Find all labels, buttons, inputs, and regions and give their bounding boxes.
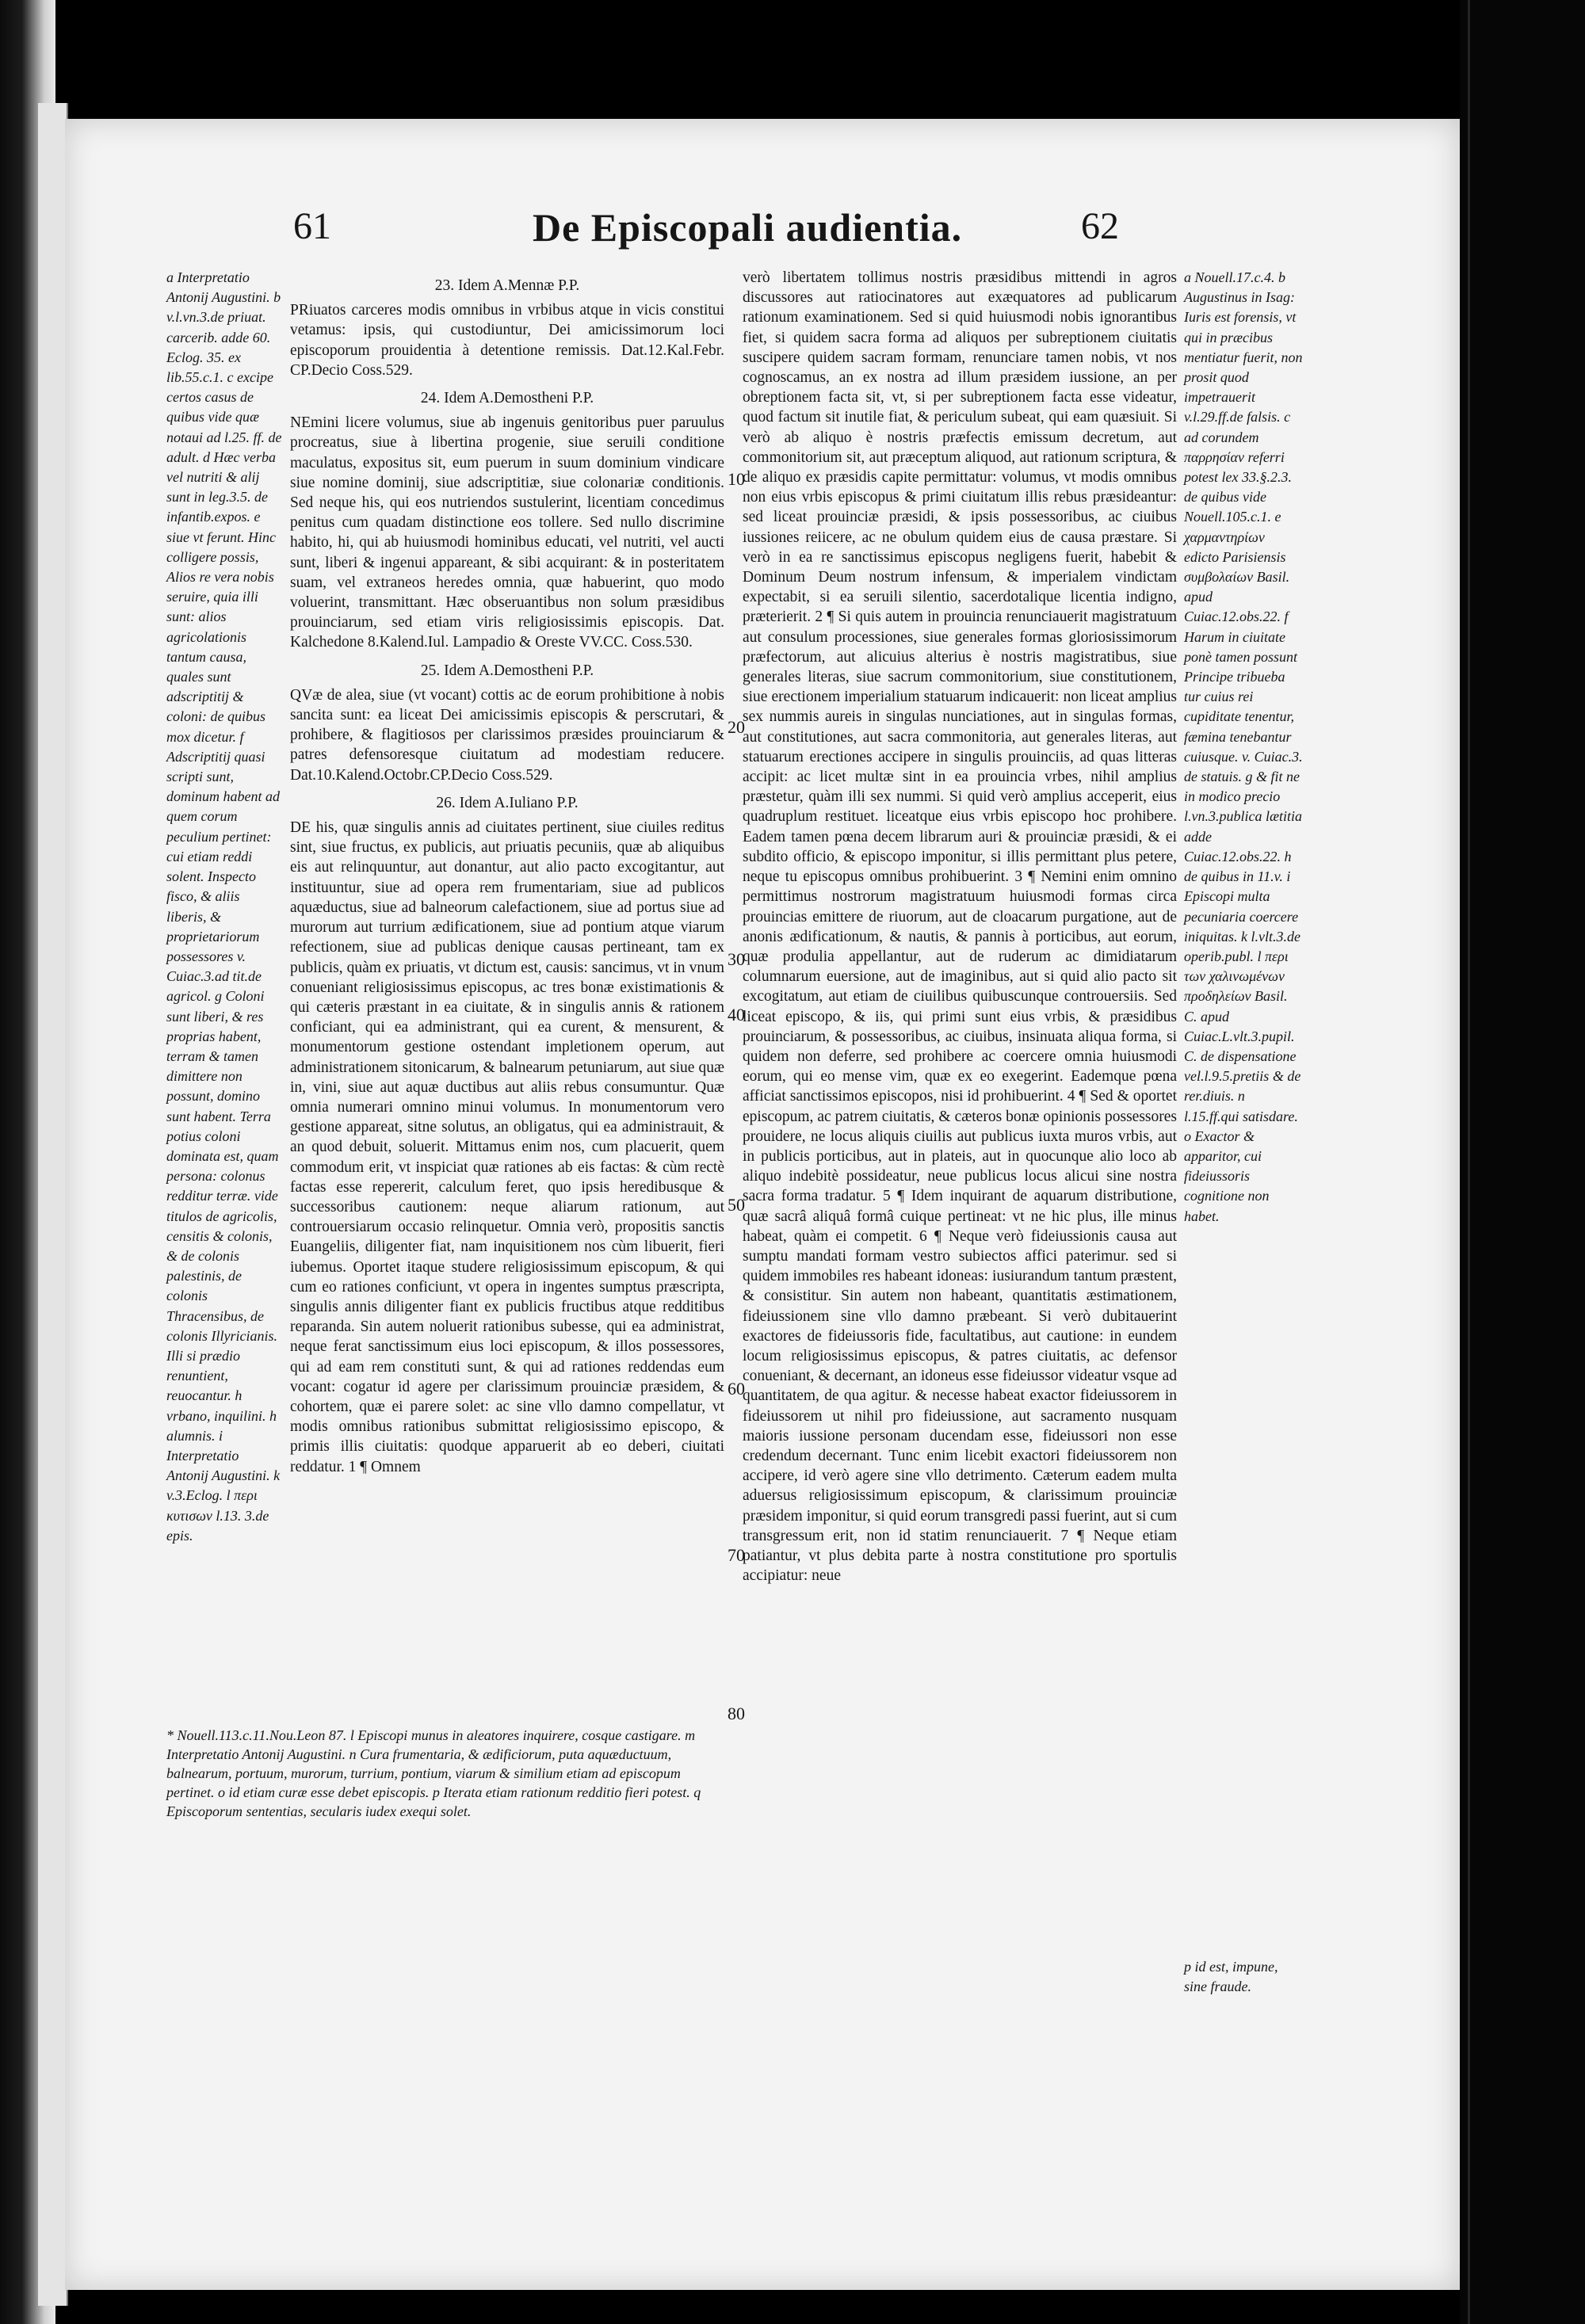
law-23-text: PRiuatos carceres modis omnibus in vrbibus atque in vicis constitui vetamus: ipsis, qui custodiuntur, Dei amicissimorum loci episcoporum prouidentia à detentione remissis. Dat.12.Kal.Febr. CP.Decio Coss.529. [290,302,724,379]
footnotes-text: * Nouell.113.c.11.Nou.Leon 87. l Episcopi munus in aleatores inquirere, cosque castigare. m Interpretatio Antonij Augustini. n Cura frumentaria, & ædificiorum, puta aquæductuum, balnearum, portuum, murorum, turrium, pontium, viarum & similium etiam ad episcopum pertinet. o id etiam curæ esse debet episcopis. p Iterata etiam rationum redditio fieri potest. q Episcoporum sententias, secularis iudex exequi solet. [166,1727,701,1819]
running-title: De Episcopali audientia. [533,205,963,250]
text-column-left [290,268,724,1477]
law-24-heading: 24. Idem A.Demostheni P.P. [420,390,594,407]
right-column-text: verò libertatem tollimus nostris præsidibus mittendi in agros discussores aut ratiocinatores aut exæquatores ad publicarum rationum examinationem. Sed si quid huiusmodi nobis ignorantibus fiet, si quidem sacra forma ad aliquos per subreptionem ciuitatis suscipere quidem sacram formam, renunciare tamen nobis, vt nos cognoscamus, an ex nostra ad illum præsidem iussione, an per obreptionem facta sit, vt, si per subreptionem facta esse videatur, quod factum sit inutile fiat, & periculum subeat, qui eam quæsiuit. Si verò ab aliquo è nostris præfectis emissum decretum, aut commonitorium sit, aut præceptum aliquod, aut rationum scriptura, & de aliquo ex præsidis capite permittatur: volumus, vt modis omnibus non eius vrbis episcopus & primi ciuitatum illis rebus præsideantur: sed liceat prouinciæ præsidi, & ipsis possessoribus, ac ciuibus iussiones reiicere, ac ne obulum quidem eius de causa præstare. Si verò in ea re sanctissimus episcopus negligens fuerit, habebit & Dominum Deum nostrum infensum, & imperialem vindictam expectabit, si ea seruili silentio, sacerdotalique licentia indigno, præterierit. 2 ¶ Si quis autem in prouincia renunciauerit magistratuum aut consulum processiones, siue generales formas gloriosissimorum præfectorum, aut alicuius alterius è nostris magistratibus, siue generales literas, siue sacrum commonitorium, siue constitutionem, siue erectionem imperialium statuarum indicauerit: non liceat amplius sex nummis aureis in singulas nunciationes, aut in singulas formas, aut constitutiones, aut sacra commonitoria, aut generales literas, aut statuarum erectiones accipere in singulis prouinciis, ad quas litteras accipit: ac licet multæ sint in ea prouincia vrbes, nihil amplius præstetur, quàm illi sex nummi. Si quid verò amplius acceperit, eius quadruplum restituet. liceatque eius vrbis episcopo hoc prohibere. Eadem tamen pœna decem librarum auri & prouinciæ præsidi, & ei subdito officio, & episcopo imponitur, si illis permittant plus petere, neque tu episcopus omnibus prohibuerint. 3 ¶ Nemini enim omnino permittimus nostrorum magistratuum huiusmodi formas circa prouincias emittere de riuorum, aut de cloacarum purgatione, aut de anonis ædificationum, & nautis, & pannis à porticibus, aut eorum, quæ produlia appellantur, aut de ruderum ac dimidiatarum columnarum euersione, aut de imaginibus, aut si quid alio pacto sit excogitatum, aut etiam de ciuilibus quibuscunque controuersiis. Sed liceat episcopo, & iis, qui primi sunt eius vrbis, & præsidibus prouinciarum, & possessoribus, ac ciuibus, insinuata aliqua forma, si quidem non deferre, sed prohibere ac coercere omnia huiusmodi eorum, qui eo mense vim, quæ ex eo exegerint. Eademque pœna afficiat sanctissimos episcopos, nisi id prohibuerint. 4 ¶ Sed & oportet episcopum, ac patrem ciuitatis, & cæteros bonæ opinionis possessores prouidere, ne locus aliquis ciuilis aut publicus iuxta muros vrbis, aut in publicis porticibus, aut in plateis, aut in quocunque alio loco ab aliquo indebitè possideatur, neue publicus locus alicui sine nostra sacra forma tradatur. 5 ¶ Idem inquirant de aquarum distributione, quæ sacrâ aliquâ formâ cuique pertineat: vt ne hic plus, ille minus habeat, quàm ei competit. 6 ¶ Neque verò fideiussionis causa aut sumptu mandati formam vestro subiectos affici paterimur. sed si quidem immobiles res habeant idoneas: iusiurandum tantum præstent, & consistitur. Sin autem non habeant, quantitatis æstimationem, fideiussionem sine vllo damno præbeant. Si verò dubitauerint exactores de fideiussoris fide, facultatibus, aut cautione: in eundem locum religiosissimus episcopus, & patres ciuitatis, ac defensor conueniant, & decernant, an idoneus esse fideiussor videatur vsque ad quantitatem, de qua agitur. & necesse habeat exactor fideiussorem in fideiussorem ut nihil pro fideiussione, aut sacramento nusquam maioris iussione personam ducendam esse, fideiussori non esse credendum decernant. Tunc enim licebit exactori fideiussorem non accipere, id verò agere sine vllo detrimento. Cæterum eadem multa aduersus religiosissimum episcopum, & clarissimum prouinciæ præsidem imponitur, si quid eorum transgredi passi fuerint, aut si cum transgressum erit, non id statim renunciauerit. 7 ¶ Neque etiam patiantur, vt plus debita parte à nostra constitutione pro sportulis accipiatur: neue [743,269,1177,1585]
line-number-10: 10 [728,469,745,489]
line-number-40: 40 [728,1005,745,1025]
running-header [65,204,1460,260]
law-24-text: NEmini licere volumus, siue ab ingenuis genitoribus puer paruulus procreatus, siue à libertina progenie, siue seruili conditione maculatus, expositus sit, eum puerum in suum dominium vindicare siue nomine dominij, siue adscriptitiæ, siue colonariæ conditionis. Sed neque his, qui eos nutriendos sustulerint, licentiam concedimus penitus cum quadam distinctione eos tollere. Sed nullo discrimine habito, hi, qui ab huiusmodi hominibus educati, vel nutriti, vel aucti sunt, liberi & ingenui appareant, & sibi acquirant: & in posteritatem suam, vel extraneos heredes omnia, quæ habuerint, quo modo voluerint, transmittant. Hæc obseruantibus non solum præsidibus prouinciarum, sed etiam viris religiosissimis episcopis. Dat. Kalchedone 8.Kalend.Iul. Lampadio & Oreste VV.CC. Coss.530. [290,414,724,651]
line-number-80: 80 [728,1704,745,1723]
law-25-text: QVæ de alea, siue (vt vocant) cottis ac de eorum prohibitione à nobis sancita sunt: ea liceat Dei amicissimis episcopis & perscrutari, & prohibere, & flagitiosos per clarissimos præsides prouinciarum & patres defensoresque ciuitatum ad modestiam reducere. Dat.10.Kalend.Octobr.CP.Decio Coss.529. [290,686,724,784]
line-number-60: 60 [728,1379,745,1399]
right-bottom-notes-text: p id est, impune, sine fraude. [1184,1959,1278,1995]
left-margin-notes [166,268,282,1546]
law-26-text: DE his, quæ singulis annis ad ciuitates pertinent, siue ciuiles reditus sint, siue fructus, ex publicis, aut priuatis pecuniis, quæ ab aliquibus eis aut relinquuntur, aut donantur, aut alio pacto excogitantur, aut instituuntur, siue ad opera rem frumentariam, siue ad publicos aquæductus, siue ad balneorum calefactionem, siue ad portus siue ad murorum aut turrium ædificationem, siue ad pontium atque viarum refectionem, siue ad publicas denique causas pertineant, tam ex publicis, quàm ex priuatis, vt dictum est, causis: sancimus, vt in vnum conueniant religiosissimus episcopus, ac tres bonæ existimationis & qui cæteris præstant in ea ciuitate, & in singulis annis & rationem conficiant, qui ea administrant, qui ea curent, & mensurent, & monumentorum gestione ostendant impletionem operum, aut administrationem sitonicarum, & balnearum petuniarum, aut siue quæ in, vini, siue aut aquæ ductibus aut aliis rebus consumuntur. Quæ omnia numerari omnino minui volumus. In monumentorum vero gestione appareat, sitne solutus, an obligatus, qui ea administrauit, & an quod debuit, soluerit. Mittamus enim nos, cum placuerit, quem commodum erit, vt inspiciat quæ rationes ab eis factas: & cùm rectè factas esse repererit, calculum feret, quo ipsis heredibusque & successoribus cautionem: neque aliarum rationum, aut controuersiarum occasio relinquetur. Omnia verò, propositis sanctis Euangeliis, diligenter fiat, nam inquisitionem nos cùm libuerit, fieri iubemus. Oportet itaque studere religiosissimum episcopum, & qui cum eo rationes conficiunt, vt opera in ingentes sumptus præscripta, singulis annis diligenter fiant ex publicis fructibus atque redditibus reparanda. Sin autem noluerit rationibus subesse, qui ea administrat, neque ferat sanctissimum eius loci episcopum, & illos possessores, qui ad eam rem constituti sunt, & qui ad rationes reddendas eum vocant: cogatur id agere per clarissimum prouinciæ præsidem, & cohortem, quæ ei parere solet: ac sine vllo damno compellatur, vt modis omnibus rationibus submittat religiosissimo episcopo, & primis illis ciuitatis: quodque apparuerit ab eo deberi, ciuitati reddatur. 1 ¶ Omnem [290,819,724,1475]
law-26-heading: 26. Idem A.Iuliano P.P. [436,794,579,811]
page-number-left: 61 [293,205,331,247]
line-number-70: 70 [728,1545,745,1565]
right-margin-text: a Nouell.17.c.4. b Augustinus in Isag: Iuris est forensis, vt qui in præcibus mentiatur fuerit, non prosit quod impetrauerit v.l.29.ff.de falsis. c ad corundem παρρησίαν referri potest lex 33.§.2.3. de quibus vide Nouell.105.c.1. e χαρμαντηρίων edicto Parisiensis συμβολαίων Basil. apud Cuiac.12.obs.22. f Harum in ciuitate ponè tamen possunt Principe tribueba tur cuius rei cupiditate tenentur, fæmina tenebantur cuiusque. v. Cuiac.3. de statuis. g & fit ne in modico precio l.vn.3.publica lætitia adde Cuiac.12.obs.22. h de quibus in 11.v. i Episcopi multa pecuniaria coercere iniquitas. k l.vlt.3.de operib.publ. l περι των χαλινωμένων προδηλείων Basil. C. apud Cuiac.L.vlt.3.pupil. C. de dispensatione vel.l.9.5.pretiis & de rer.diuis. n l.15.ff.qui satisdare. o Exactor & apparitor, cui fideiussoris cognitione non habet. [1184,269,1303,1224]
left-margin-text: a Interpretatio Antonij Augustini. b v.l.vn.3.de priuat. carcerib. adde 60. Eclog. 35. ex lib.55.c.1. c excipe certos casus de quibus vide quæ notaui ad l.25. ff. de adult. d Hæc verba vel nutriti & alij sunt in leg.3.5. de infantib.expos. e siue vt ferunt. Hinc colligere possis, Alios re vera nobis seruire, quia illi sunt: alios agricolationis tantum causa, quales sunt adscriptitij & coloni: de quibus mox dicetur. f Adscriptitij quasi scripti sunt, dominum habent ad quem corum peculium pertinet: cui etiam reddi solent. Inspecto fisco, & aliis liberis, & proprietariorum possessores v. Cuiac.3.ad tit.de agricol. g Coloni sunt liberi, & res proprias habent, terram & tamen dimittere non possunt, domino sunt habent. Terra potius coloni dominata est, quam persona: colonus redditur terræ. vide titulos de agricolis, censitis & colonis, & de colonis palestinis, de colonis Thracensibus, de colonis Illyricianis. Illi si prædio renuntient, reuocantur. h vrbano, inquilini. h alumnis. i Interpretatio Antonij Augustini. k v.3.Eclog. l περι κυτισων l.13. 3.de epis. [166,269,282,1544]
line-number-50: 50 [728,1195,745,1215]
line-number-30: 30 [728,949,745,969]
book-page [65,119,1460,2290]
law-25-heading: 25. Idem A.Demostheni P.P. [420,662,594,679]
book-edge-right [1460,0,1585,2324]
line-number-20: 20 [728,717,745,737]
text-column-right [743,268,1177,1586]
right-bottom-notes [1184,1957,1303,1997]
previous-page-edge [38,103,68,2306]
law-23-heading: 23. Idem A.Mennæ P.P. [434,277,580,294]
page-number-right: 62 [1081,205,1119,247]
footnotes [166,1726,724,1821]
right-margin-notes [1184,268,1303,1227]
